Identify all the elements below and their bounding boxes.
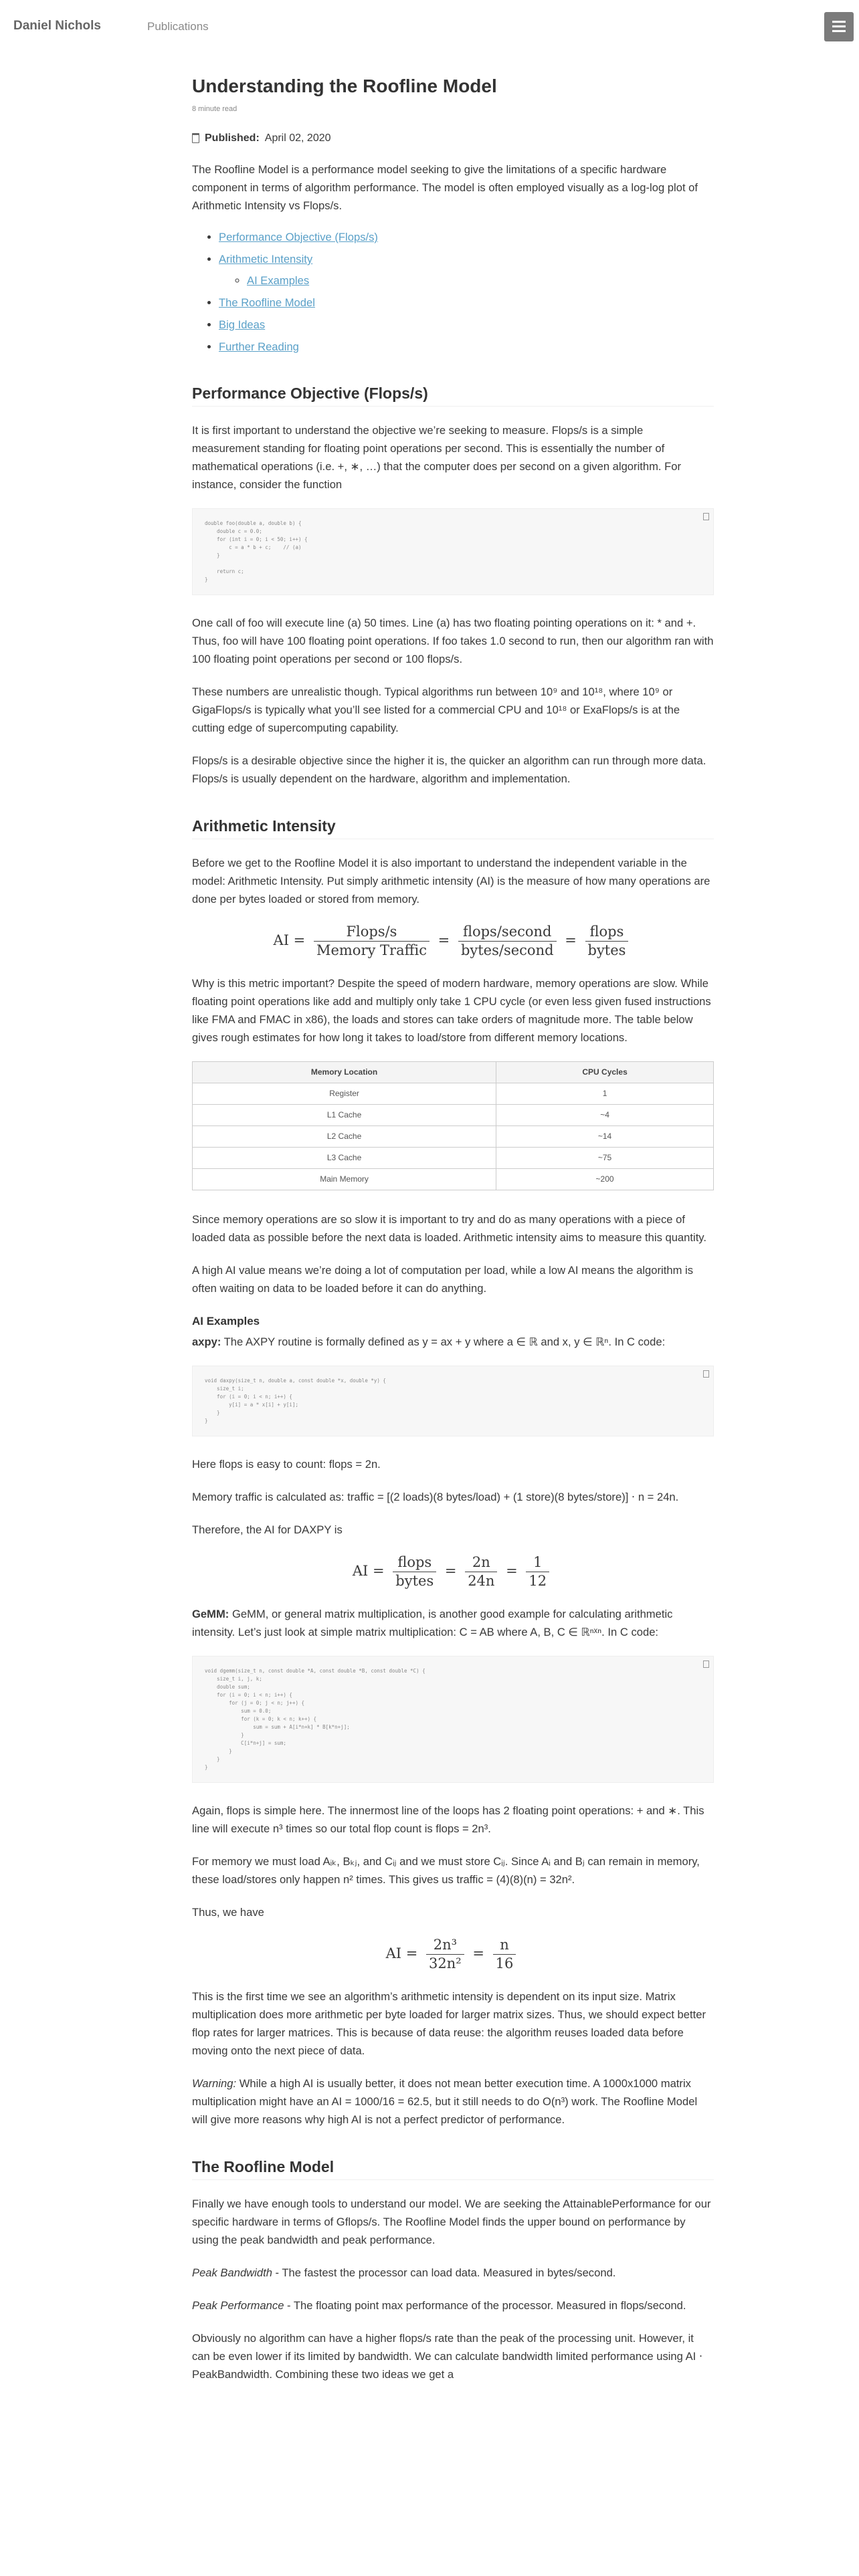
toc-link-arithmetic-intensity[interactable]: Arithmetic Intensity (219, 253, 313, 265)
toc-link-ai-examples[interactable]: AI Examples (247, 274, 310, 287)
table-cell: ~14 (496, 1126, 714, 1148)
published-info (192, 129, 714, 147)
table-cell: ~75 (496, 1148, 714, 1169)
fraction (585, 923, 629, 960)
article (192, 75, 714, 2398)
denominator: bytes (587, 942, 626, 958)
ai-paragraph-2: Why is this metric important? Despite the speed of modern hardware, memory operations are slow. While floating point operations like add and multiply only take 1 CPU cycle (or even less given fused instructions like FMA and FMAC in x86), the loads and stores can take orders of magnitude more. The table below gives rough estimates for how long it takes to load/store from different memory locations. (192, 977, 711, 1044)
equation-daxpy-ai: AI = $\frac{\text{flops}}{\text{bytes}}$ = $\frac{2n}{24n}$ = $\frac{1}{12}$ (192, 1553, 714, 1590)
table-of-contents (192, 229, 714, 355)
code-line: double foo(double a, double b) { (205, 520, 302, 526)
published-date: April 02, 2020 (264, 132, 331, 144)
code-line: y[i] = a * x[i] + y[i]; (205, 1402, 298, 1408)
peak-performance-label: Peak Performance (192, 2299, 284, 2312)
fraction (493, 1936, 516, 1973)
copy-icon[interactable] (703, 513, 709, 520)
denominator: bytes (395, 1573, 434, 1589)
table-row (193, 1169, 714, 1190)
code-line: } (205, 1756, 220, 1762)
warning-label: Warning: (192, 2077, 237, 2090)
fraction (526, 1553, 549, 1590)
numerator: n (493, 1936, 516, 1955)
code-line: for (j = 0; j < n; j++) { (205, 1700, 305, 1706)
equation-lhs: AI = (352, 1563, 385, 1579)
code-line (205, 560, 701, 568)
calendar-icon (192, 133, 199, 143)
intro-paragraph: The Roofline Model is a performance model seeking to give the limitations of a specific hardware component in terms of algorithm performance. The model is often employed visually as a log-log plot of Arithmetic Intensity vs Flops/s. (192, 163, 698, 212)
read-time: 8 minute read (192, 105, 237, 113)
axpy-traffic: Memory traffic is calculated as: traffic = [(2 loads)(8 bytes/load) + (1 store)(8 bytes/store)] ⋅ n = 24n. (192, 1491, 679, 1503)
peak-bandwidth-paragraph (192, 2264, 714, 2282)
code-line: return c; (205, 568, 244, 574)
numerator: 1 (526, 1553, 549, 1572)
numerator: flops (585, 923, 629, 942)
axpy-text: The AXPY routine is formally defined as y = ax + y where a ∈ ℝ and x, y ∈ ℝⁿ. In C code: (223, 1335, 666, 1348)
code-line: void daxpy(size_t n, double a, const double *x, double *y) { (205, 1378, 386, 1384)
code-line: } (205, 1732, 244, 1738)
table-row (193, 1126, 714, 1148)
code-line: } (205, 1410, 220, 1416)
memory-latency-table (192, 1061, 714, 1190)
fraction (465, 1553, 497, 1590)
table-cell: L1 Cache (193, 1105, 496, 1126)
denominator: 24n (468, 1573, 495, 1589)
code-line: for (int i = 0; i < 50; i++) { (205, 536, 308, 542)
gemm-paragraph-4: This is the first time we see an algorithm’s arithmetic intensity is dependent on its input size. Matrix multiplication does more arithmetic per byte loaded for larger matrix sizes. Thus, we should expect better flop rates for larger matrices. This is because of data reuse: the algorithm reuses loaded data before moving onto the next piece of data. (192, 1990, 706, 2057)
toc-link-big-ideas[interactable]: Big Ideas (219, 318, 266, 331)
perf-paragraph-3: These numbers are unrealistic though. Typical algorithms run between 10⁹ and 10¹⁸, where 10⁹ or GigaFlops/s is typically what you’ll see listed for a commercial CPU and 10¹⁸ or ExaFlops/s is at the cutting edge of supercomputing capability. (192, 685, 680, 734)
denominator: 16 (495, 1955, 514, 1971)
table-cell: 1 (496, 1083, 714, 1105)
table-row (193, 1148, 714, 1169)
site-brand-link[interactable]: Daniel Nichols (13, 19, 101, 33)
code-line: for (i = 0; i < n; i++) { (205, 1692, 292, 1698)
code-line: C[i*n+j] = sum; (205, 1740, 286, 1746)
code-line: for (i = 0; i < n; i++) { (205, 1394, 292, 1400)
code-line: } (205, 1418, 208, 1424)
fraction (393, 1553, 436, 1590)
gemm-paragraph-3: For memory we must load Aᵢₖ, Bₖⱼ, and Cᵢⱼ and we must store Cᵢⱼ. Since Aᵢ and Bⱼ can remain in memory, these load/stores only happen n² times. This gives us traffic = (4)(8)(n) = 32n². (192, 1855, 700, 1886)
code-block-daxpy (192, 1366, 714, 1436)
table-row (193, 1083, 714, 1105)
table-row (193, 1105, 714, 1126)
peak-performance-paragraph (192, 2296, 714, 2315)
code-line: for (k = 0; k < n; k++) { (205, 1716, 317, 1722)
table-cell: L2 Cache (193, 1126, 496, 1148)
numerator: flops/second (458, 923, 557, 942)
section-heading-arithmetic-intensity: Arithmetic Intensity (192, 816, 714, 839)
ai-paragraph-3: Since memory operations are so slow it is important to try and do as many operations with a piece of loaded data as possible before the next data is loaded. Arithmetic intensity aims to measure this quantity. (192, 1213, 706, 1244)
numerator: 2n (465, 1553, 497, 1572)
roofline-paragraph-1: Finally we have enough tools to understand our model. We are seeking the AttainablePerformance for our specific hardware in terms of Gflops/s. The Roofline Model finds the upper bound on performance by using the peak bandwidth and peak performance. (192, 2197, 711, 2246)
menu-bar-icon (832, 25, 846, 27)
code-line: c = a * b + c; // (a) (205, 544, 302, 550)
warning-paragraph (192, 2074, 714, 2129)
peak-bandwidth-text: - The fastest the processor can load data. Measured in bytes/second. (272, 2266, 616, 2279)
nav-publications-link[interactable]: Publications (147, 20, 209, 33)
roofline-paragraph-2: Obviously no algorithm can have a higher flops/s rate than the peak of the processing unit. However, it can be even lower if its limited by bandwidth. We can calculate bandwidth limited performance using AI ⋅ PeakBandwidth. Combining these two ideas we get a (192, 2332, 703, 2381)
table-cell: Register (193, 1083, 496, 1105)
axpy-label: axpy: (192, 1335, 221, 1348)
ai-paragraph-4: A high AI value means we’re doing a lot of computation per load, while a low AI means the algorithm is often waiting on data to be loaded before it can do anything. (192, 1264, 693, 1295)
denominator: 32n² (429, 1955, 462, 1971)
code-line: } (205, 1748, 232, 1754)
ai-paragraph-1: Before we get to the Roofline Model it is also important to understand the independent variable in the model: Arithmetic Intensity. Put simply arithmetic intensity (AI) is the measure of how many operations are done per bytes loaded or stored from memory. (192, 857, 710, 905)
gemm-label: GeMM: (192, 1608, 229, 1620)
code-block-dgemm (192, 1656, 714, 1783)
equation-ai-definition: AI = $\frac{\text{Flops/s}}{\text{Memory Traffic}}$ = $\frac{\text{flops/second}}{\text{bytes/second}}$ = $\frac{\text{flops}}{\text{bytes}}$ (192, 923, 714, 960)
numerator: 2n³ (426, 1936, 464, 1955)
axpy-paragraph (192, 1333, 714, 1351)
fraction (314, 923, 430, 960)
subsection-heading-ai-examples: AI Examples (192, 1315, 260, 1327)
perf-paragraph-1: It is first important to understand the objective we’re seeking to measure. Flops/s is a simple measurement standing for floating point operations per second. This is essentially the number of mathematical operations (i.e. +, ∗, …) that the computer does per second on a given algorithm. For instance, consider the function (192, 424, 682, 491)
code-line: } (205, 1764, 208, 1770)
denominator: bytes/second (460, 942, 554, 958)
gemm-thus: Thus, we have (192, 1906, 264, 1919)
section-heading-performance: Performance Objective (Flops/s) (192, 383, 714, 407)
fraction (426, 1936, 464, 1973)
gemm-paragraph-2: Again, flops is simple here. The innermost line of the loops has 2 floating point operations: + and ∗. This line will execute n³ times so our total flop count is flops = 2n³. (192, 1804, 704, 1835)
code-line: sum = sum + A[i*n+k] * B[k*n+j]; (205, 1724, 350, 1730)
numerator: Flops/s (314, 923, 430, 942)
menu-bar-icon (832, 21, 846, 23)
copy-icon[interactable] (703, 1370, 709, 1378)
table-header-location: Memory Location (193, 1062, 496, 1083)
gemm-text: GeMM, or general matrix multiplication, is another good example for calculating arithmetic intensity. Let’s just look at simple matrix multiplication: C = AB where A, B, C ∈ ℝⁿˣⁿ. In C code: (192, 1608, 673, 1638)
table-cell: ~4 (496, 1105, 714, 1126)
fraction (458, 923, 557, 960)
table-cell: L3 Cache (193, 1148, 496, 1169)
denominator: Memory Traffic (316, 942, 427, 958)
code-line: size_t i; (205, 1386, 244, 1392)
toc-link-further-reading[interactable]: Further Reading (219, 340, 299, 353)
axpy-therefore: Therefore, the AI for DAXPY is (192, 1523, 343, 1536)
code-line: void dgemm(size_t n, const double *A, const double *B, const double *C) { (205, 1668, 425, 1674)
top-navigation (0, 0, 859, 56)
table-header-cycles: CPU Cycles (496, 1062, 714, 1083)
perf-paragraph-4: Flops/s is a desirable objective since the higher it is, the quicker an algorithm can run through more data. Flops/s is usually dependent on the hardware, algorithm and implementation. (192, 754, 706, 785)
section-heading-roofline: The Roofline Model (192, 2157, 714, 2180)
equation-lhs: AI = (273, 932, 306, 948)
code-line: sum = 0.0; (205, 1708, 272, 1714)
menu-bar-icon (832, 30, 846, 32)
code-block-foo (192, 508, 714, 595)
equation-lhs: AI = (385, 1945, 418, 1961)
table-cell: ~200 (496, 1169, 714, 1190)
hamburger-menu-button[interactable] (824, 12, 854, 41)
toc-link-performance[interactable]: Performance Objective (Flops/s) (219, 231, 378, 243)
peak-performance-text: - The floating point max performance of the processor. Measured in flops/second. (284, 2299, 686, 2312)
perf-paragraph-2: One call of foo will execute line (a) 50 times. Line (a) has two floating pointing operations on it: * and +. Thus, foo will have 100 floating point operations. If foo takes 1.0 second to run, then our algorithm ran with 100 floating point operations per second or 100 flops/s. (192, 617, 714, 665)
copy-icon[interactable] (703, 1660, 709, 1668)
numerator: flops (393, 1553, 436, 1572)
code-line: } (205, 552, 220, 558)
code-line: } (205, 576, 208, 582)
table-cell: Main Memory (193, 1169, 496, 1190)
code-line: size_t i, j, k; (205, 1676, 262, 1682)
equation-gemm-ai: AI = $\frac{\text{2n³}}{\text{32n²}}$ = $\frac{n}{16}$ (192, 1936, 714, 1973)
code-line: double sum; (205, 1684, 250, 1690)
denominator: 12 (529, 1573, 547, 1589)
published-label: Published: (205, 132, 260, 144)
toc-link-roofline[interactable]: The Roofline Model (219, 296, 315, 309)
warning-text: While a high AI is usually better, it does not mean better execution time. A 1000x1000 matrix multiplication might have an AI = 1000/16 = 62.5, but it still needs to do O(n³) work. The Roofline Model will give more reasons why high AI is not a perfect predictor of performance. (192, 2077, 698, 2126)
gemm-paragraph (192, 1605, 714, 1641)
axpy-flops: Here flops is easy to count: flops = 2n. (192, 1458, 381, 1471)
code-line: double c = 0.0; (205, 528, 262, 534)
peak-bandwidth-label: Peak Bandwidth (192, 2266, 272, 2279)
article-title: Understanding the Roofline Model (192, 76, 497, 96)
